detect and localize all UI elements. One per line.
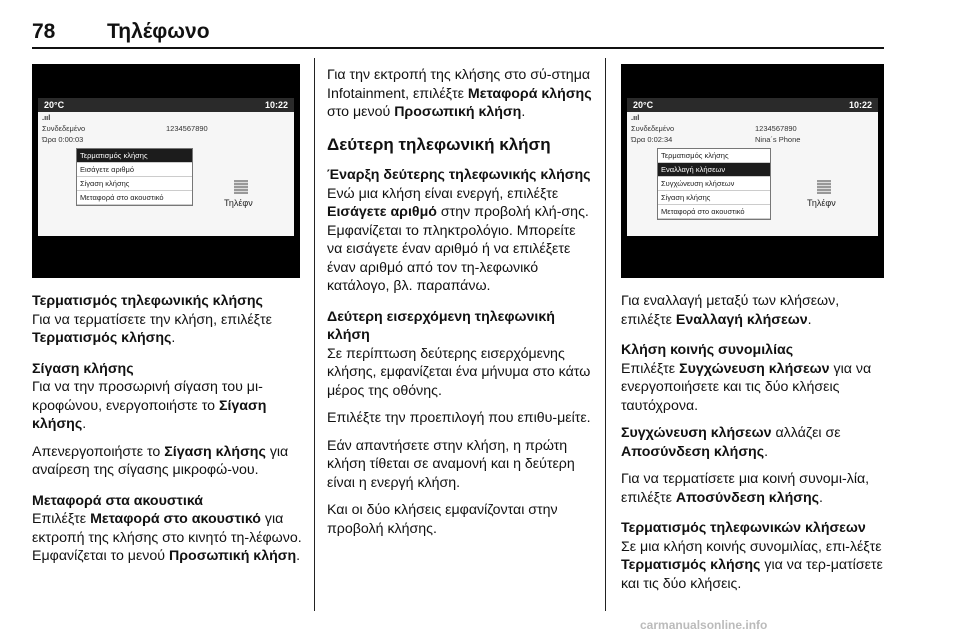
heading-mute: Σίγαση κλήσης xyxy=(32,360,134,377)
paragraph: Απενεργοποιήστε το Σίγαση κλήσης για αναίρεση της σίγασης μικροφώ-νου. xyxy=(32,443,289,478)
page-number: 78 xyxy=(32,20,56,43)
infotainment-screen xyxy=(38,98,294,236)
paragraph: Επιλέξτε Συγχώνευση κλήσεων για να ενεργοποιήσετε και τις δύο κλήσεις ταυτόχρονα. xyxy=(621,360,872,414)
paragraph: Επιλέξτε Μεταφορά στο ακουστικό για εκτροπή της κλήσης στο κινητό τη-λέφωνο. Εμφανίζεται το μενού Προσωπική κλήση. xyxy=(32,511,302,564)
phone-label: Τηλέφν xyxy=(807,198,836,208)
call-status: Συνδεδεμένο xyxy=(631,124,675,133)
column-1 xyxy=(32,292,302,575)
phone-label: Τηλέφν xyxy=(224,198,253,208)
header-rule xyxy=(32,47,884,49)
menu-item-end-call[interactable]: Τερματισμός κλήσης xyxy=(77,149,192,163)
paragraph: Επιλέξτε την προεπιλογή που επιθυ-μείτε. xyxy=(327,410,591,426)
page-header xyxy=(32,12,882,48)
call-status: Συνδεδεμένο xyxy=(42,124,86,133)
menu-item-mute[interactable]: Σίγαση κλήσης xyxy=(658,191,770,205)
menu-item-enter-number[interactable]: Εισάγετε αριθμό xyxy=(77,163,192,177)
paragraph: Για να την προσωρινή σίγαση του μι-κροφώνου, ενεργοποιήστε το Σίγαση κλήσης. xyxy=(32,379,267,432)
second-call-name: Nina´s Phone xyxy=(755,135,801,144)
call-time: Ώρα 0:00:03 xyxy=(42,135,84,144)
heading-start-second-call: Έναρξη δεύτερης τηλεφωνικής κλήσης xyxy=(327,167,591,183)
paragraph: Συγχώνευση κλήσεων αλλάζει σε Αποσύνδεση κλήσης. xyxy=(621,425,841,460)
call-number: 1234567890 xyxy=(166,124,208,133)
signal-icon: .ııl xyxy=(42,113,51,122)
column-divider xyxy=(314,58,315,611)
status-bar xyxy=(38,98,294,112)
clock: 10:22 xyxy=(848,100,872,110)
menu-item-swap-calls[interactable]: Εναλλαγή κλήσεων xyxy=(658,163,770,177)
call-time: Ώρα 0:02:34 xyxy=(631,135,673,144)
infotainment-screen xyxy=(627,98,878,236)
paragraph: Για να τερματίσετε μια κοινή συνομι-λία, επιλέξτε Αποσύνδεση κλήσης. xyxy=(621,471,870,506)
temperature: 20°C xyxy=(44,100,65,110)
signal-icon: .ııl xyxy=(631,113,640,122)
heading-conference: Κλήση κοινής συνομιλίας xyxy=(621,342,794,358)
paragraph: Για την εκτροπή της κλήσης στο σύ-στημα Infotainment, επιλέξτε Μεταφορά κλήσης στο μενού Προσωπική κλήση. xyxy=(327,67,592,120)
status-bar xyxy=(627,98,878,112)
phone-icon xyxy=(817,180,831,194)
call-number: 1234567890 xyxy=(755,124,797,133)
paragraph: Και οι δύο κλήσεις εμφανίζονται στην προβολή κλήσης. xyxy=(327,502,558,537)
call-menu xyxy=(76,148,193,206)
section-heading: Δεύτερη τηλεφωνική κλήση xyxy=(327,134,551,154)
screenshot-call-menu xyxy=(32,64,300,278)
paragraph: Για εναλλαγή μεταξύ των κλήσεων, επιλέξτε Εναλλαγή κλήσεων. xyxy=(621,293,840,328)
page-title: Τηλέφωνο xyxy=(107,20,210,43)
paragraph: Εάν απαντήσετε στην κλήση, η πρώτη κλήση τίθεται σε αναμονή και η δεύτερη είναι η ενεργή κλήση. xyxy=(327,437,575,491)
watermark: carmanualsonline.info xyxy=(640,618,768,632)
heading-end-calls: Τερματισμός τηλεφωνικών κλήσεων xyxy=(621,520,866,536)
paragraph: Σε μια κλήση κοινής συνομιλίας, επι-λέξτε Τερματισμός κλήσης για να τερ-ματίσετε και τις δύο κλήσεις. xyxy=(621,538,883,592)
heading-transfer: Μεταφορά στα ακουστικά xyxy=(32,492,203,509)
menu-item-end-call[interactable]: Τερματισμός κλήσης xyxy=(658,149,770,163)
heading-end-call: Τερματισμός τηλεφωνικής κλήσης xyxy=(32,293,263,309)
temperature: 20°C xyxy=(633,100,654,110)
paragraph: Ενώ μια κλήση είναι ενεργή, επιλέξτε Εισάγετε αριθμό στην προβολή κλή-σης. Εμφανίζεται το πληκτρολόγιο. Μπορείτε να εισάγετε έναν αριθμό ή να επιλέξετε έναν αριθμό από τον τη-λεφωνικό κατάλογο, βλ. παραπάνω. xyxy=(327,185,589,294)
menu-item-transfer[interactable]: Μεταφορά στο ακουστικό xyxy=(658,205,770,219)
heading-second-incoming: Δεύτερη εισερχόμενη τηλεφωνική κλήση xyxy=(327,308,555,343)
phone-icon xyxy=(234,180,248,194)
menu-item-transfer[interactable]: Μεταφορά στο ακουστικό xyxy=(77,191,192,205)
column-2 xyxy=(327,66,592,547)
menu-item-merge-calls[interactable]: Συγχώνευση κλήσεων xyxy=(658,177,770,191)
column-divider xyxy=(605,58,606,611)
paragraph: Σε περίπτωση δεύτερης εισερχόμενης κλήσης, εμφανίζεται ένα μήνυμα στο κάτω μέρος της οθόνης. xyxy=(327,345,591,399)
screenshot-two-calls xyxy=(621,64,884,278)
column-3 xyxy=(621,292,886,602)
call-menu xyxy=(657,148,771,220)
menu-item-mute[interactable]: Σίγαση κλήσης xyxy=(77,177,192,191)
paragraph: Για να τερματίσετε την κλήση, επιλέξτε Τερματισμός κλήσης. xyxy=(32,311,272,346)
clock: 10:22 xyxy=(264,100,288,110)
